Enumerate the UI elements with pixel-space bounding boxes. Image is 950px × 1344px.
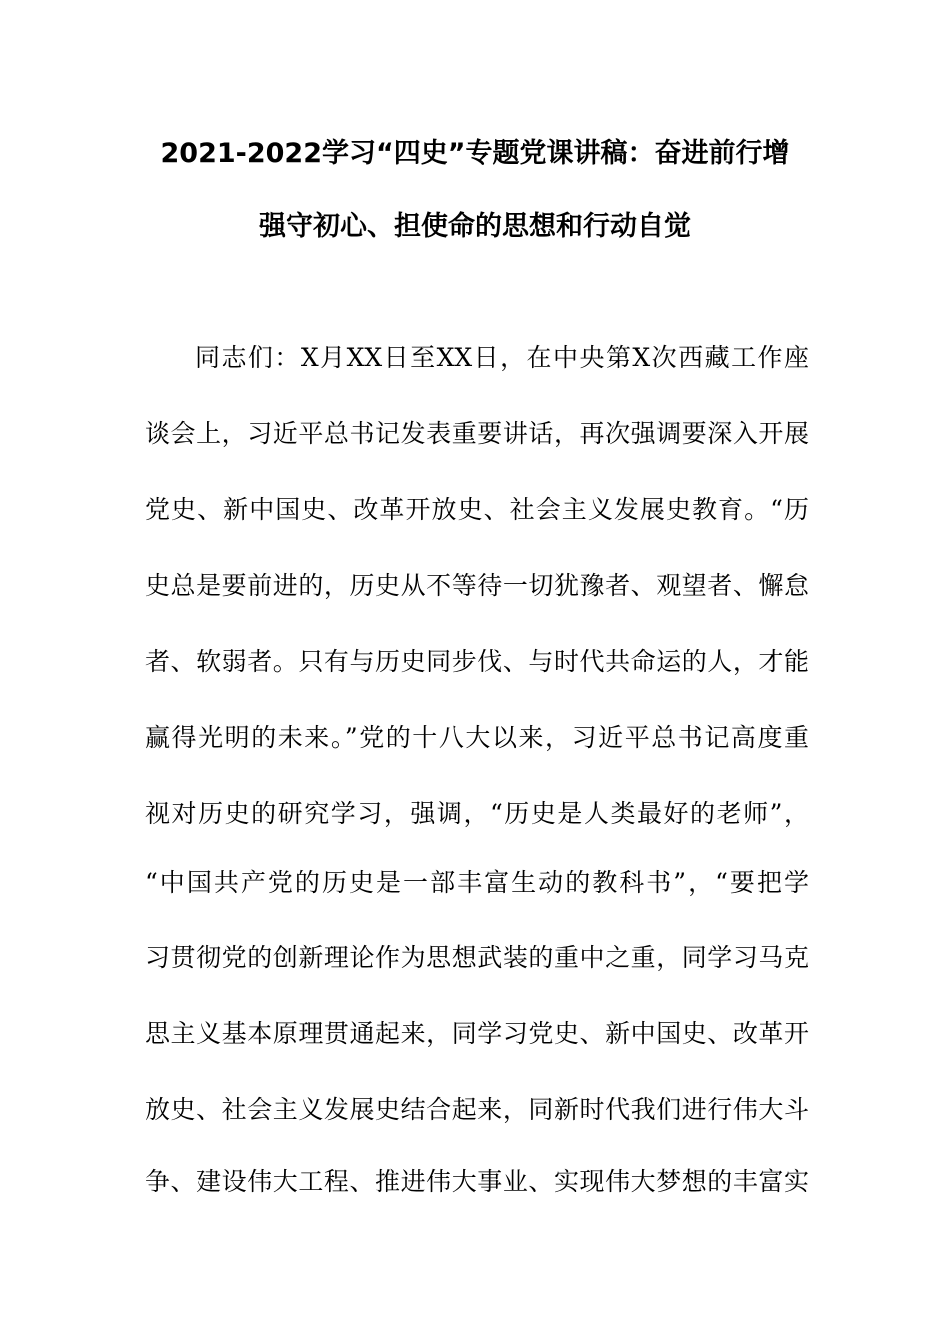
body-text-line: 同志们：X月XX日至XX日，在中央第X次西藏工作座: [195, 343, 809, 372]
body-text-line: 谈会上，习近平总书记发表重要讲话，再次强调要深入开展: [145, 419, 809, 448]
document-title-line-2: 强守初心、担使命的思想和行动自觉: [259, 211, 691, 242]
body-text-line: 争、建设伟大工程、推进伟大事业、实现伟大梦想的丰富实: [145, 1167, 809, 1196]
document-title-line-1: 2021-2022学习“四史”专题党课讲稿：奋进前行增: [160, 138, 790, 169]
body-text-line: 思主义基本原理贯通起来，同学习党史、新中国史、改革开: [145, 1019, 809, 1048]
body-text-line: 者、软弱者。只有与历史同步伐、与时代共命运的人，才能: [145, 647, 809, 676]
body-text-line: 视对历史的研究学习，强调，“历史是人类最好的老师”，: [145, 799, 809, 828]
body-text-line: 史总是要前进的，历史从不等待一切犹豫者、观望者、懈怠: [145, 571, 809, 600]
body-text-line: “中国共产党的历史是一部丰富生动的教科书”，“要把学: [145, 868, 809, 897]
body-text-line: 党史、新中国史、改革开放史、社会主义发展史教育。“历: [145, 495, 809, 524]
body-text-line: 放史、社会主义发展史结合起来，同新时代我们进行伟大斗: [145, 1095, 809, 1124]
body-text-line: 赢得光明的未来。”党的十八大以来，习近平总书记高度重: [145, 723, 809, 752]
body-text-line: 习贯彻党的创新理论作为思想武装的重中之重，同学习马克: [145, 943, 809, 972]
